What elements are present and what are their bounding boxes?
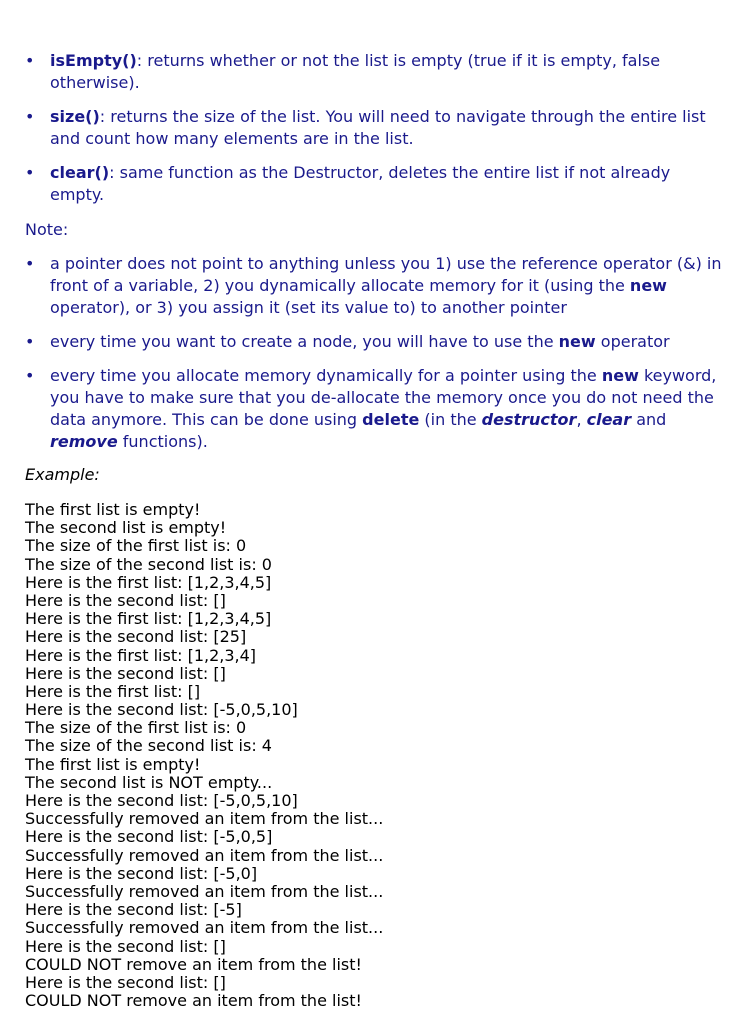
keyword-new: new <box>601 366 639 385</box>
output-line: Successfully removed an item from the list... <box>25 809 384 829</box>
method-name: size() <box>50 107 100 126</box>
output-line: Here is the first list: [1,2,3,4,5] <box>25 572 272 592</box>
note-text: every time you allocate memory dynamically for a pointer using the <box>50 366 602 385</box>
method-desc: : returns the size of the list. You will need to navigate through the entire list and count how many elements are in the list. <box>50 107 706 148</box>
output-line: The first list is empty! <box>25 754 201 774</box>
keyword-new: new <box>629 276 667 295</box>
note-item-create-node <box>0 331 736 353</box>
note-text: operator), or 3) you assign it (set its value to) to another pointer <box>50 298 567 317</box>
output-line: The size of the first list is: 0 <box>25 536 247 556</box>
keyword-new: new <box>558 332 596 351</box>
note-text: (in the <box>419 410 482 429</box>
output-line: COULD NOT remove an item from the list! <box>25 954 362 974</box>
output-line: The size of the second list is: 4 <box>25 736 272 756</box>
keyword-destructor: destructor <box>481 410 577 429</box>
output-line: Here is the second list: [] <box>25 590 226 610</box>
keyword-remove: remove <box>50 432 118 451</box>
output-line: Here is the second list: [-5,0] <box>25 863 258 883</box>
note-text: keyword, you have to make sure that you de-allocate the memory once you do not need the data anymore. This can be done using <box>50 366 717 429</box>
output-line: Successfully removed an item from the list... <box>25 845 384 865</box>
output-line: The second list is NOT empty... <box>25 772 273 792</box>
note-text: functions). <box>117 432 208 451</box>
note-label: Note: <box>25 220 69 239</box>
output-line: Successfully removed an item from the list... <box>25 881 384 901</box>
output-line: COULD NOT remove an item from the list! <box>25 991 362 1011</box>
note-text: operator <box>595 332 670 351</box>
output-line: Here is the second list: [-5] <box>25 900 242 920</box>
output-line: Here is the second list: [-5,0,5,10] <box>25 700 298 720</box>
output-line: Successfully removed an item from the list... <box>25 918 384 938</box>
method-desc: : same function as the Destructor, deletes the entire list if not already empty. <box>50 163 671 204</box>
note-item-pointer <box>0 253 736 319</box>
output-line: The size of the first list is: 0 <box>25 718 247 738</box>
note-text: and <box>631 410 667 429</box>
output-line: Here is the first list: [1,2,3,4,5] <box>25 609 272 629</box>
note-text: a pointer does not point to anything unless you 1) use the reference operator (&) in front of a variable, 2) you dynamically allocate memory for it (using the <box>50 254 722 295</box>
note-list <box>0 253 736 453</box>
note-item-deallocate <box>0 365 736 453</box>
method-item-isempty <box>0 50 736 94</box>
method-name: isEmpty() <box>50 51 137 70</box>
output-line: The first list is empty! <box>25 500 201 519</box>
note-text: every time you want to create a node, you will have to use the <box>50 332 559 351</box>
output-line: The second list is empty! <box>25 518 227 538</box>
output-line: Here is the first list: [] <box>25 681 201 701</box>
method-item-size <box>0 106 736 150</box>
method-desc: : returns whether or not the list is empty (true if it is empty, false otherwise). <box>50 51 661 92</box>
keyword-delete: delete <box>362 410 420 429</box>
example-output <box>25 501 383 1010</box>
note-text: , <box>576 410 587 429</box>
keyword-clear: clear <box>586 410 632 429</box>
method-list <box>0 50 736 206</box>
method-name: clear() <box>50 163 110 182</box>
output-line: Here is the second list: [-5,0,5] <box>25 827 273 847</box>
output-line: Here is the second list: [] <box>25 663 226 683</box>
output-line: Here is the second list: [] <box>25 972 226 992</box>
example-label: Example: <box>25 465 100 484</box>
output-line: Here is the second list: [] <box>25 936 226 956</box>
method-item-clear <box>0 162 736 206</box>
output-line: Here is the first list: [1,2,3,4] <box>25 645 257 665</box>
output-line: Here is the second list: [25] <box>25 627 247 647</box>
output-line: Here is the second list: [-5,0,5,10] <box>25 791 298 810</box>
output-line: The size of the second list is: 0 <box>25 554 272 574</box>
